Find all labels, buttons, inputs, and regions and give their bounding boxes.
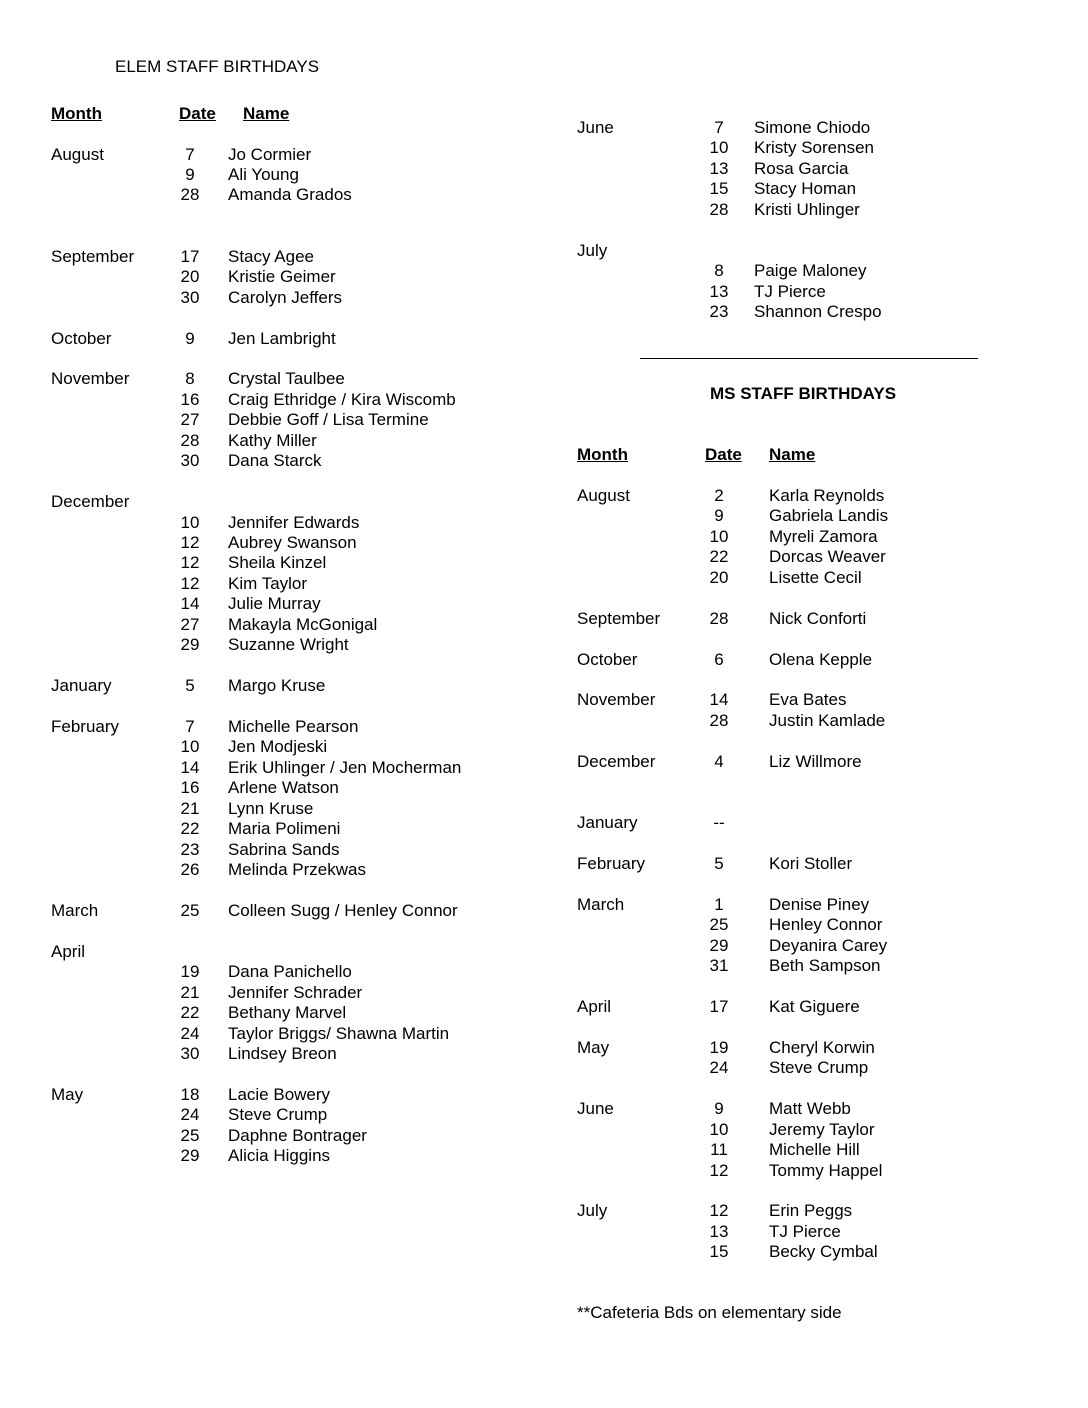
month-label: December (577, 752, 656, 771)
entry-date (699, 527, 739, 547)
date-value: 27 (180, 410, 200, 429)
entry-name: Alicia Higgins (228, 1146, 331, 1165)
entry-name: Michelle Pearson (228, 717, 359, 736)
entry-name: Michelle Hill (769, 1140, 860, 1159)
entry-date (699, 138, 739, 158)
entry-name: TJ Pierce (754, 282, 826, 301)
entry-date (170, 635, 210, 655)
date-value: 9 (185, 329, 195, 348)
date-value: 15 (709, 1242, 729, 1261)
entry-date (699, 936, 739, 956)
date-value: 16 (180, 778, 200, 797)
entry-date (170, 1146, 210, 1166)
month-label: August (51, 145, 104, 164)
entry-date (699, 118, 739, 138)
entry-date (170, 533, 210, 553)
entry-name: Carolyn Jeffers (228, 288, 343, 307)
entry-date (699, 1058, 739, 1078)
date-value: 10 (709, 1120, 729, 1139)
month-label: October (577, 650, 638, 669)
entry-name: Denise Piney (769, 895, 870, 914)
date-value: 15 (709, 179, 729, 198)
entry-date (699, 1201, 739, 1221)
entry-name: Kristie Geimer (228, 267, 336, 286)
entry-name: Eva Bates (769, 690, 847, 709)
entry-date (699, 506, 739, 526)
date-value: 28 (180, 431, 200, 450)
entry-name: Kristy Sorensen (754, 138, 874, 157)
date-value: 22 (709, 547, 729, 566)
entry-name: Beth Sampson (769, 956, 881, 975)
entry-date (170, 1085, 210, 1105)
entry-name: Julie Murray (228, 594, 321, 613)
date-value: 12 (180, 574, 200, 593)
date-value: 13 (709, 1222, 729, 1241)
entry-date (170, 983, 210, 1003)
date-value: 14 (180, 758, 200, 777)
elem-header-month: Month (51, 104, 102, 123)
entry-date (170, 737, 210, 757)
entry-date (699, 261, 739, 281)
elem-header-date: Date (179, 104, 216, 123)
entry-name: Amanda Grados (228, 185, 352, 204)
entry-name: Arlene Watson (228, 778, 339, 797)
entry-date (699, 997, 739, 1017)
date-value: 19 (709, 1038, 729, 1057)
date-value: 22 (180, 1003, 200, 1022)
entry-name: Kristi Uhlinger (754, 200, 860, 219)
month-label: July (577, 241, 608, 260)
entry-date (699, 915, 739, 935)
entry-date (170, 1024, 210, 1044)
month-label: September (51, 247, 135, 266)
entry-date (170, 778, 210, 798)
date-value: 30 (180, 288, 200, 307)
entry-date (170, 594, 210, 614)
date-value: 2 (714, 486, 724, 505)
entry-date (170, 513, 210, 533)
date-value: 24 (709, 1058, 729, 1077)
entry-date (699, 486, 739, 506)
month-label: October (51, 329, 112, 348)
date-value: 12 (709, 1201, 729, 1220)
entry-name: Cheryl Korwin (769, 1038, 875, 1057)
date-value: 28 (709, 609, 729, 628)
entry-date (170, 676, 210, 696)
date-value: 28 (709, 200, 729, 219)
date-value: 21 (180, 799, 200, 818)
entry-name: Paige Maloney (754, 261, 867, 280)
entry-date (170, 758, 210, 778)
entry-date (699, 854, 739, 874)
entry-name: Kim Taylor (228, 574, 308, 593)
date-value: 16 (180, 390, 200, 409)
entry-date (170, 860, 210, 880)
date-value: 14 (180, 594, 200, 613)
entry-date (699, 159, 739, 179)
entry-name: Dorcas Weaver (769, 547, 886, 566)
date-value: 8 (185, 369, 195, 388)
date-value: 5 (714, 854, 724, 873)
entry-date (170, 574, 210, 594)
entry-name: Dana Starck (228, 451, 322, 470)
entry-date (170, 267, 210, 287)
entry-name: TJ Pierce (769, 1222, 841, 1241)
date-value: 8 (714, 261, 724, 280)
date-value: 31 (709, 956, 729, 975)
month-label: January (51, 676, 112, 695)
section-divider (640, 358, 978, 359)
entry-date (170, 799, 210, 819)
entry-name: Jo Cormier (228, 145, 312, 164)
entry-name: Shannon Crespo (754, 302, 882, 321)
footnote: **Cafeteria Bds on elementary side (577, 1303, 842, 1322)
entry-date (170, 329, 210, 349)
entry-name: Simone Chiodo (754, 118, 871, 137)
ms-title: MS STAFF BIRTHDAYS (710, 384, 897, 403)
entry-name: Gabriela Landis (769, 506, 889, 525)
entry-date (699, 282, 739, 302)
entry-date (170, 1126, 210, 1146)
entry-date (699, 302, 739, 322)
entry-date (170, 1044, 210, 1064)
date-value: 7 (185, 145, 195, 164)
date-value: 17 (180, 247, 200, 266)
month-label: January (577, 813, 638, 832)
date-value: 23 (180, 840, 200, 859)
entry-date (699, 1161, 739, 1181)
date-value: 24 (180, 1105, 200, 1124)
date-value: 22 (180, 819, 200, 838)
date-value: 17 (709, 997, 729, 1016)
date-value: 20 (180, 267, 200, 286)
entry-date (699, 690, 739, 710)
entry-name: Steve Crump (769, 1058, 869, 1077)
entry-date (699, 711, 739, 731)
entry-date (170, 962, 210, 982)
entry-name: Daphne Bontrager (228, 1126, 367, 1145)
date-value: 23 (709, 302, 729, 321)
entry-name: Suzanne Wright (228, 635, 349, 654)
date-value: 18 (180, 1085, 200, 1104)
entry-date (170, 615, 210, 635)
date-value: 12 (180, 533, 200, 552)
entry-date (699, 179, 739, 199)
date-value: 9 (714, 506, 724, 525)
date-value: -- (713, 813, 725, 832)
date-value: 12 (709, 1161, 729, 1180)
entry-date (699, 609, 739, 629)
date-value: 30 (180, 1044, 200, 1063)
entry-date (699, 200, 739, 220)
entry-name: Liz Willmore (769, 752, 862, 771)
month-label: February (51, 717, 120, 736)
date-value: 27 (180, 615, 200, 634)
entry-name: Jen Modjeski (228, 737, 328, 756)
entry-date (170, 451, 210, 471)
date-value: 25 (180, 1126, 200, 1145)
date-value: 9 (714, 1099, 724, 1118)
month-label: December (51, 492, 130, 511)
entry-name: Justin Kamlade (769, 711, 886, 730)
entry-name: Kori Stoller (769, 854, 853, 873)
entry-date (170, 553, 210, 573)
date-value: 29 (180, 1146, 200, 1165)
date-value: 20 (709, 568, 729, 587)
date-value: 26 (180, 860, 200, 879)
entry-date (699, 1242, 739, 1262)
entry-date (699, 895, 739, 915)
date-value: 25 (709, 915, 729, 934)
entry-name: Jen Lambright (228, 329, 336, 348)
date-value: 11 (710, 1140, 728, 1159)
entry-name: Crystal Taulbee (228, 369, 345, 388)
month-label: June (577, 118, 614, 137)
date-value: 10 (709, 138, 729, 157)
entry-name: Taylor Briggs/ Shawna Martin (228, 1024, 450, 1043)
entry-name: Myreli Zamora (769, 527, 878, 546)
date-value: 13 (709, 282, 729, 301)
month-label: June (577, 1099, 614, 1118)
entry-date (170, 431, 210, 451)
entry-name: Dana Panichello (228, 962, 352, 981)
entry-name: Lindsey Breon (228, 1044, 337, 1063)
entry-date (170, 369, 210, 389)
month-label: September (577, 609, 661, 628)
entry-date (170, 1105, 210, 1125)
month-label: April (51, 942, 86, 961)
entry-date (699, 1222, 739, 1242)
entry-date (170, 390, 210, 410)
date-value: 10 (180, 513, 200, 532)
entry-name: Aubrey Swanson (228, 533, 357, 552)
entry-name: Lacie Bowery (228, 1085, 331, 1104)
date-value: 12 (180, 553, 200, 572)
entry-date (699, 1120, 739, 1140)
ms-header-name: Name (769, 445, 816, 464)
entry-date (170, 145, 210, 165)
entry-name: Stacy Homan (754, 179, 857, 198)
entry-date (170, 840, 210, 860)
entry-date (699, 1140, 739, 1160)
date-value: 28 (180, 185, 200, 204)
entry-name: Steve Crump (228, 1105, 328, 1124)
entry-name: Ali Young (228, 165, 299, 184)
entry-date (699, 813, 739, 833)
entry-date (170, 717, 210, 737)
month-label: March (51, 901, 99, 920)
date-value: 14 (709, 690, 729, 709)
entry-date (170, 165, 210, 185)
entry-name: Margo Kruse (228, 676, 326, 695)
entry-name: Makayla McGonigal (228, 615, 378, 634)
month-label: May (51, 1085, 84, 1104)
entry-date (699, 752, 739, 772)
entry-name: Colleen Sugg / Henley Connor (228, 901, 458, 920)
entry-name: Olena Kepple (769, 650, 873, 669)
entry-date (699, 1038, 739, 1058)
month-label: March (577, 895, 625, 914)
month-label: April (577, 997, 612, 1016)
date-value: 4 (714, 752, 724, 771)
entry-name: Kat Giguere (769, 997, 860, 1016)
month-label: July (577, 1201, 608, 1220)
date-value: 29 (709, 936, 729, 955)
entry-date (699, 547, 739, 567)
entry-date (170, 247, 210, 267)
date-value: 1 (714, 895, 724, 914)
date-value: 6 (714, 650, 724, 669)
date-value: 25 (180, 901, 200, 920)
entry-date (699, 1099, 739, 1119)
entry-name: Sabrina Sands (228, 840, 340, 859)
entry-date (170, 901, 210, 921)
entry-name: Jeremy Taylor (769, 1120, 875, 1139)
entry-date (699, 568, 739, 588)
entry-name: Matt Webb (769, 1099, 851, 1118)
entry-name: Sheila Kinzel (228, 553, 327, 572)
date-value: 7 (185, 717, 195, 736)
entry-name: Maria Polimeni (228, 819, 341, 838)
ms-header-date: Date (705, 445, 742, 464)
entry-date (699, 956, 739, 976)
entry-name: Nick Conforti (769, 609, 867, 628)
date-value: 5 (185, 676, 195, 695)
date-value: 24 (180, 1024, 200, 1043)
entry-name: Bethany Marvel (228, 1003, 347, 1022)
elem-header-name: Name (243, 104, 290, 123)
entry-name: Jennifer Edwards (228, 513, 360, 532)
elem-title: ELEM STAFF BIRTHDAYS (115, 57, 320, 76)
date-value: 21 (180, 983, 200, 1002)
date-value: 10 (709, 527, 729, 546)
date-value: 30 (180, 451, 200, 470)
month-label: May (577, 1038, 610, 1057)
month-label: November (577, 690, 656, 709)
date-value: 10 (180, 737, 200, 756)
date-value: 9 (185, 165, 195, 184)
date-value: 19 (180, 962, 200, 981)
entry-name: Erik Uhlinger / Jen Mocherman (228, 758, 462, 777)
date-value: 29 (180, 635, 200, 654)
entry-name: Debbie Goff / Lisa Termine (228, 410, 429, 429)
entry-name: Jennifer Schrader (228, 983, 363, 1002)
entry-name: Lisette Cecil (769, 568, 862, 587)
entry-name: Karla Reynolds (769, 486, 885, 505)
entry-name: Melinda Przekwas (228, 860, 366, 879)
entry-date (170, 410, 210, 430)
entry-name: Henley Connor (769, 915, 883, 934)
month-label: November (51, 369, 130, 388)
entry-name: Stacy Agee (228, 247, 315, 266)
entry-name: Erin Peggs (769, 1201, 853, 1220)
entry-date (170, 185, 210, 205)
entry-date (699, 650, 739, 670)
entry-date (170, 288, 210, 308)
entry-name: Becky Cymbal (769, 1242, 878, 1261)
month-label: August (577, 486, 630, 505)
entry-name: Tommy Happel (769, 1161, 883, 1180)
entry-date (170, 1003, 210, 1023)
date-value: 7 (714, 118, 724, 137)
date-value: 28 (709, 711, 729, 730)
entry-date (170, 819, 210, 839)
entry-name: Deyanira Carey (769, 936, 888, 955)
ms-header-month: Month (577, 445, 628, 464)
entry-name: Craig Ethridge / Kira Wiscomb (228, 390, 456, 409)
entry-name: Kathy Miller (228, 431, 317, 450)
entry-name: Rosa Garcia (754, 159, 849, 178)
entry-name: Lynn Kruse (228, 799, 314, 818)
date-value: 13 (709, 159, 729, 178)
month-label: February (577, 854, 646, 873)
